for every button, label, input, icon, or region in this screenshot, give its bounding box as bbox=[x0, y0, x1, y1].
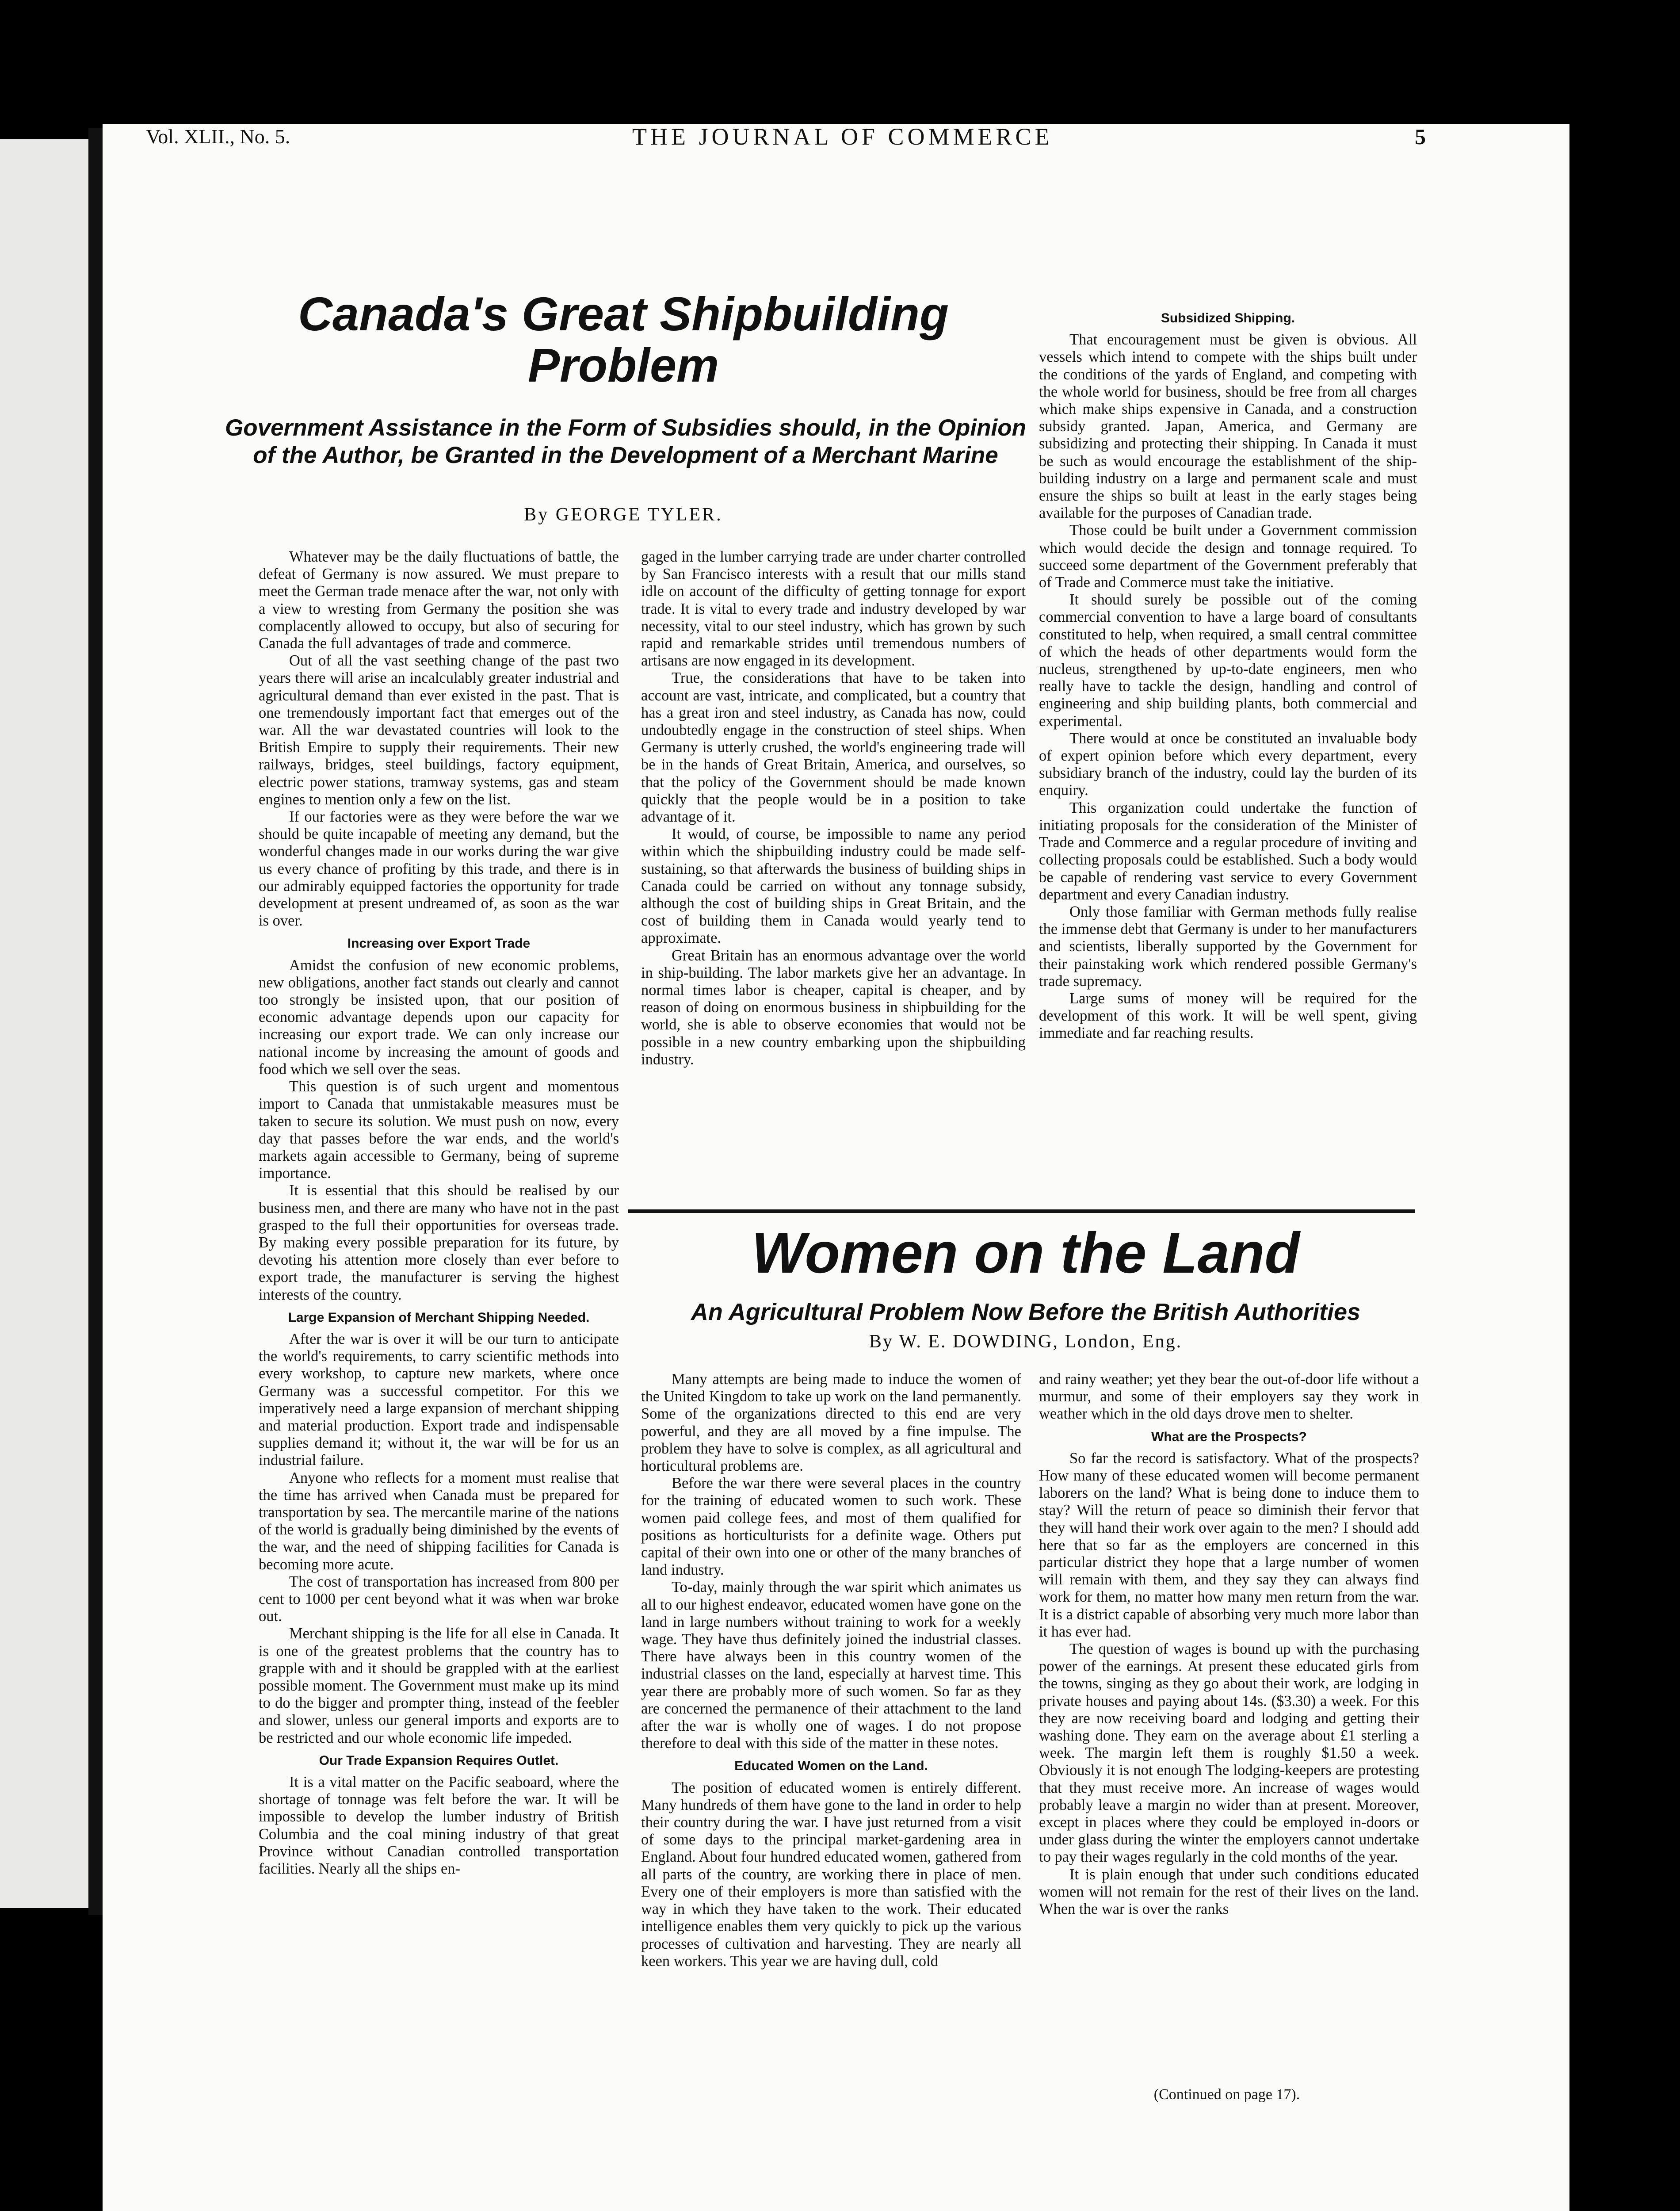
article-byline-shipbuilding: By GEORGE TYLER. bbox=[524, 505, 723, 525]
paragraph: That encouragement must be given is obvious. All vessels which intend to compete with the ships built under the conditions of the yards of England, and competing with the whole world for business, should be free from all charges which make ships expensive in Canada, and a construction subsidy granted. Japan, America, and Germany are subsidizing and protecting their shipping. In Canada it must be such as would encourage the establishment of the ship-building industry on a large and permanent scale and must ensure the ships so built at least in the early stages being available for the purposes of Canadian trade. bbox=[1039, 331, 1417, 522]
paragraph: To-day, mainly through the war spirit which animates us all to our highest endeavor, educated women have gone on the land in large numbers without training to work for a weekly wage. They have thus definitely joined the industrial classes. There have always been in this country women of the industrial classes on the land, especially at harvest time. This year there are probably more of such women. So far as they are concerned the permanence of their attachment to the land after the war is wholly one of wages. I do not propose therefore to deal with this side of the matter in these notes. bbox=[641, 1579, 1021, 1752]
paragraph: Merchant shipping is the life for all else in Canada. It is one of the greatest problems that the country has to grapple with and it should be grappled with at the earliest possible moment. The Government must make up its mind to do the bigger and prompter thing, instead of the feebler and slower, unless our general imports and exports are to be restricted and our whole economic life impeded. bbox=[259, 1625, 619, 1746]
paragraph: Those could be built under a Government commission which would decide the design and tonnage required. To succeed some department of the Government preferably that of Trade and Commerce must take the initiative. bbox=[1039, 522, 1417, 591]
article-byline-women: By W. E. DOWDING, London, Eng. bbox=[869, 1331, 1183, 1352]
paragraph: Out of all the vast seething change of the past two years there will arise an incalculably greater industrial and agricultural demand than ever existed in the past. That is one tremendously important fact that emerges out of the war. All the war devastated countries will look to the British Empire to supply their requirements. Their new railways, bridges, steel buildings, factory equipment, electric power stations, tramway systems, gas and steam engines to mention only a few on the list. bbox=[259, 652, 619, 808]
paragraph: It is a vital matter on the Pacific seaboard, where the shortage of tonnage was felt before the war. It will be impossible to develop the lumber industry of British Columbia and the coal mining industry of that great Province without Canadian controlled transportation facilities. Nearly all the ships en- bbox=[259, 1774, 619, 1878]
shipbuilding-column-3 bbox=[1039, 304, 1417, 1042]
title-line-2: Problem bbox=[527, 338, 719, 392]
article-title-women: Women on the Land bbox=[752, 1220, 1300, 1285]
paragraph: True, the considerations that have to be taken into account are vast, intricate, and complicated, but a country that has a great iron and steel industry, as Canada has now, could undoubtedly engage in the construction of steel ships. When Germany is utterly crushed, the world's engineering trade will be in the hands of Great Britain, America, and ourselves, so that the policy of the Government should be made known quickly that the people would be in a position to take advantage of it. bbox=[641, 669, 1026, 826]
paragraph: Many attempts are being made to induce the women of the United Kingdom to take up work on the land permanently. Some of the organizations directed to this end are very powerful, and they are all moved by a fine impulse. The problem they have to solve is complex, as all agricultural and horticultural problems are. bbox=[641, 1371, 1021, 1475]
paragraph: The cost of transportation has increased from 800 per cent to 1000 per cent beyond what it was when war broke out. bbox=[259, 1573, 619, 1625]
paragraph: Great Britain has an enormous advantage over the world in ship-building. The labor markets give her an advantage. In normal times labor is cheaper, capital is cheaper, and by reason of doing on enormous business in shipbuilding for the world, she is able to observe economies that would not be possible in a new country embarking upon the shipbuilding industry. bbox=[641, 947, 1026, 1068]
section-heading: Educated Women on the Land. bbox=[734, 1759, 928, 1774]
paragraph: Only those familiar with German methods fully realise the immense debt that Germany is under to her manufacturers and scientists, liberally supported by the Government for their painstaking work which rendered possible Germany's trade supremacy. bbox=[1039, 903, 1417, 990]
journal-title: THE JOURNAL OF COMMERCE bbox=[632, 123, 1053, 150]
paragraph: If our factories were as they were before the war we should be quite incapable of meeting any demand, but the wonderful changes made in our works during the war give us every chance of profiting by this trade, and there is in our admirably equipped factories the opportunity for trade development at present undreamed of, as soon as the war is over. bbox=[259, 808, 619, 930]
paragraph: So far the record is satisfactory. What of the prospects? How many of these educated women will become permanent laborers on the land? What is being done to induce them to stay? Will the return of peace so diminish their fervor that they will hand their work over again to the men? I should add here that so far as the employers are concerned in this particular district they hope that a large number of women will remain with them, and they say they can always find work for them, no matter how many men return from the war. It is a district capable of absorbing very much more labor than it has ever had. bbox=[1039, 1450, 1419, 1640]
section-heading: Large Expansion of Merchant Shipping Needed. bbox=[288, 1310, 590, 1325]
paragraph: After the war is over it will be our turn to anticipate the world's requirements, to carry scientific methods into every workshop, to capture new markets, where once Germany was a successful competitor. For this we imperatively need a large expansion of merchant shipping and material production. Export trade and indispensable supplies demand it; without it, the war will be for us an industrial failure. bbox=[259, 1330, 619, 1469]
paragraph: It is plain enough that under such conditions educated women will not remain for the rest of their lives on the land. When the war is over the ranks bbox=[1039, 1866, 1419, 1918]
paragraph: The question of wages is bound up with the purchasing power of the earnings. At present these educated girls from the towns, singing as they go about their work, are lodging in private houses and paying about 14s. ($3.30) a week. For this they are now receiving board and lodging and getting their washing done. They earn on the average about £1 sterling a week. The margin left them is roughly $1.50 a week. Obviously it is not enough The lodging-keepers are protesting that they must receive more. An increase of wages would probably leave a margin no wider than at present. Moreover, except in places where they could be employed in-doors or under glass during the winter the employers cannot undertake to pay their wages regularly in the cold months of the year. bbox=[1039, 1641, 1419, 1866]
paragraph: It would, of course, be impossible to name any period within which the shipbuilding industry could be made self-sustaining, so that afterwards the business of building ships in Canada could be carried on without any tonnage subsidy, although the cost of building ships in Great Britain, and the cost of building them in Canada would yearly tend to approximate. bbox=[641, 826, 1026, 947]
women-column-1 bbox=[641, 1371, 1021, 1970]
paragraph: There would at once be constituted an invaluable body of expert opinion before which every department, every subsidiary branch of the industry, could lay the burden of its enquiry. bbox=[1039, 730, 1417, 799]
paragraph: gaged in the lumber carrying trade are under charter controlled by San Francisco interests with a result that our mills stand idle on account of the difficulty of getting tonnage for export trade. It is vital to every trade and industry developed by war necessity, vital to our steel industry, which has grown by such rapid and remarkable strides until tremendous numbers of artisans are now engaged in its development. bbox=[641, 548, 1026, 669]
shipbuilding-column-2 bbox=[641, 548, 1026, 1068]
article-title-shipbuilding bbox=[190, 288, 1057, 391]
paragraph: Before the war there were several places in the country for the training of educated women to such work. These women paid college fees, and most of them qualified for positions as horticulturists for a definite wage. Others put capital of their own into one or other of the many branches of land industry. bbox=[641, 1475, 1021, 1579]
section-heading: Increasing over Export Trade bbox=[347, 936, 531, 951]
women-column-2 bbox=[1039, 1371, 1419, 1918]
adjacent-page-edge bbox=[0, 139, 88, 1908]
shipbuilding-column-1 bbox=[259, 548, 619, 1878]
paragraph: Amidst the confusion of new economic problems, new obligations, another fact stands out clearly and cannot too strongly be insisted upon, that our position of economic advantage depends upon our capacity for increasing our export trade. We can only increase our national income by increasing the amount of goods and food which we sell over the seas. bbox=[259, 956, 619, 1078]
paragraph: and rainy weather; yet they bear the out-of-door life without a murmur, and some of their employers say they work in weather which in the old days drove men to shelter. bbox=[1039, 1371, 1419, 1423]
binding-shadow bbox=[88, 128, 103, 1915]
paragraph: It is essential that this should be realised by our business men, and there are many who have not in the past grasped to the full their opportunities for overseas trade. By making every possible preparation for its future, by devoting his attention more closely than ever before to export trade, the manufacturer is serving the highest interests of the country. bbox=[259, 1182, 619, 1303]
article-subtitle-women: An Agricultural Problem Now Before the British Authorities bbox=[691, 1299, 1361, 1325]
page-number: 5 bbox=[1415, 124, 1426, 149]
title-line-1: Canada's Great Shipbuilding bbox=[298, 287, 949, 340]
paragraph: Anyone who reflects for a moment must realise that the time has arrived when Canada must be prepared for transportation by sea. The mercantile marine of the nations of the world is gradually being diminished by the events of the war, and the need of shipping facilities for Canada is becoming more acute. bbox=[259, 1469, 619, 1573]
volume-number: Vol. XLII., No. 5. bbox=[146, 125, 290, 148]
paragraph: Whatever may be the daily fluctuations of battle, the defeat of Germany is now assured. We must prepare to meet the German trade menace after the war, not only with a view to wresting from Germany the position she was complacently allowed to occupy, but also of securing for Canada the full advantages of trade and commerce. bbox=[259, 548, 619, 652]
section-heading: Our Trade Expansion Requires Outlet. bbox=[319, 1753, 559, 1768]
continued-note: (Continued on page 17). bbox=[1153, 2086, 1300, 2103]
paragraph: Large sums of money will be required for the development of this work. It will be well spent, giving immediate and far reaching results. bbox=[1039, 990, 1417, 1042]
section-heading: What are the Prospects? bbox=[1151, 1429, 1307, 1444]
paragraph: It should surely be possible out of the coming commercial convention to have a large board of consultants constituted to help, when required, a small central committee of which the heads of other departments would form the nucleus, strengthened by up-to-date engineers, men who really have to tackle the design, handling and control of engineering and ship building plants, both commercial and experimental. bbox=[1039, 591, 1417, 730]
article-subtitle-shipbuilding: Government Assistance in the Form of Subsidies should, in the Opinion of the Author, be Granted in the Development of a Merchant Marine bbox=[225, 415, 1026, 468]
paragraph: This question is of such urgent and momentous import to Canada that unmistakable measures must be taken to secure its solution. We must push on now, every day that passes before the war ends, and the world's markets again accessible to Germany, being of supreme importance. bbox=[259, 1078, 619, 1182]
paragraph: The position of educated women is entirely different. Many hundreds of them have gone to the land in order to help their country during the war. I have just returned from a visit of some days to the principal market-gardening area in England. About four hundred educated women, gathered from all parts of the country, are working there in place of men. Every one of their employers is more than satisfied with the way in which they have taken to the work. Their educated intelligence enables them very quickly to pick up the various processes of cultivation and harvesting. They are nearly all keen workers. This year we are having dull, cold bbox=[641, 1779, 1021, 1970]
paragraph: This organization could undertake the function of initiating proposals for the consideration of the Minister of Trade and Commerce and a regular procedure of inviting and collecting proposals could be established. Such a body would be capable of rendering vast service to every Government department and every Canadian industry. bbox=[1039, 799, 1417, 903]
section-heading: Subsidized Shipping. bbox=[1161, 311, 1295, 325]
article-divider bbox=[628, 1209, 1415, 1213]
page-header bbox=[146, 125, 1428, 151]
